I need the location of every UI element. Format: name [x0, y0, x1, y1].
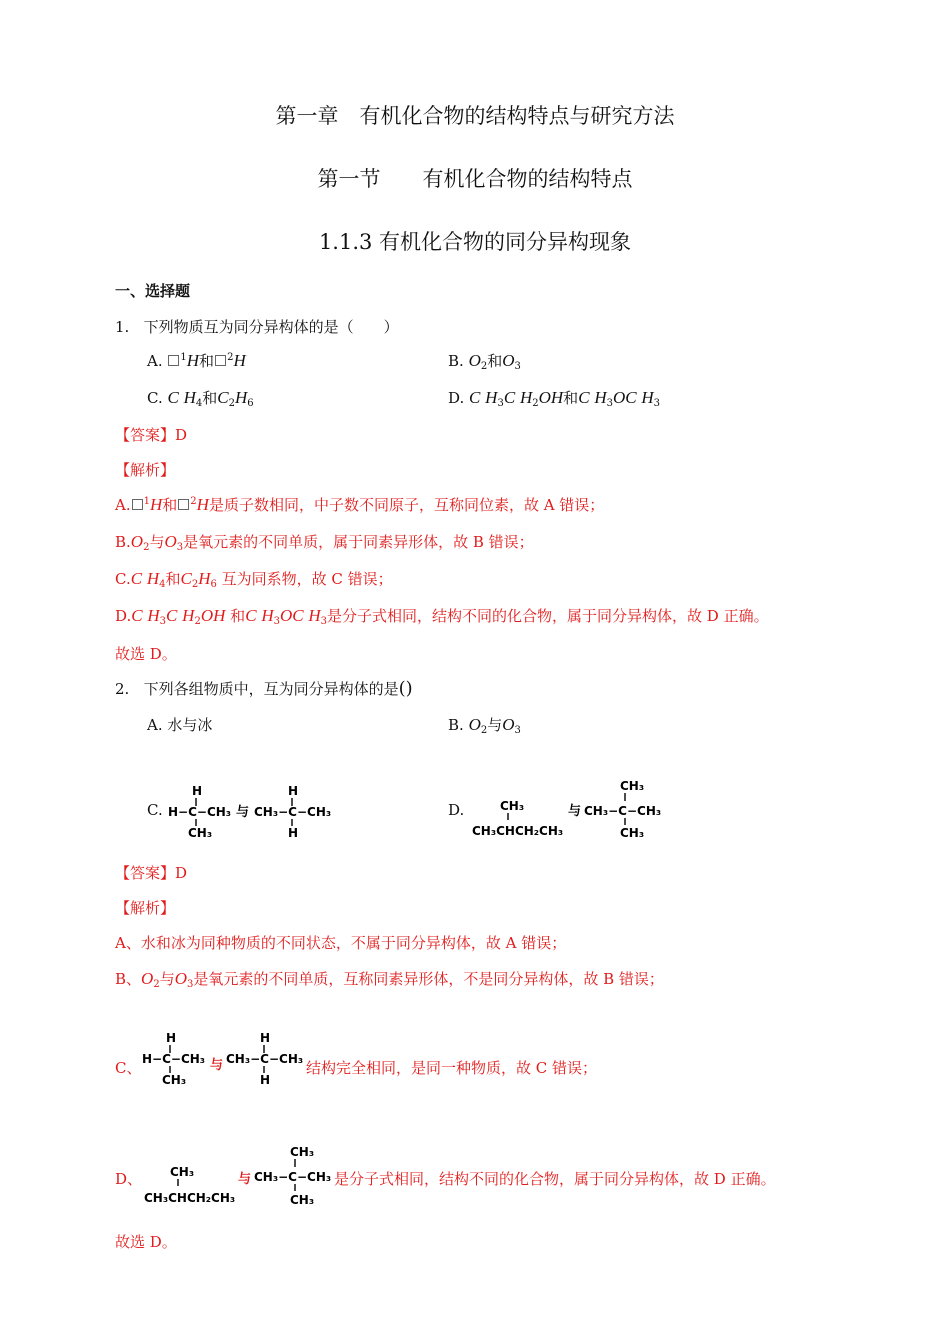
yu-text: 与: [568, 804, 582, 819]
struct-h-top: H: [192, 784, 203, 798]
q2-option-d-structures: [470, 775, 670, 843]
q2-conclusion: 故选 D。: [115, 1233, 177, 1251]
q2-option-c-structures: [166, 778, 341, 842]
q1-stem: 1. 下列物质互为同分异构体的是（ ）: [115, 318, 399, 336]
q2-option-b: B. $O_2$与$O_3$: [448, 715, 521, 736]
q1-exp-b: $B.O_2$与$O_3$是氧元素的不同单质，属于同素异形体，故 B 错误；: [115, 532, 534, 553]
q1-answer: 【答案】D: [115, 426, 188, 444]
struct-neopentane: CH₃−C−CH₃: [254, 1170, 332, 1184]
section-title: 第一节 有机化合物的结构特点: [317, 167, 633, 191]
struct-ch3-top: CH₃: [290, 1145, 315, 1159]
q2-exp-a: A、水和冰为同种物质的不同状态，不属于同分异构体，故 A 错误；: [115, 934, 567, 952]
q2-exp-c-text: 结构完全相同，是同一种物质，故 C 错误；: [306, 1059, 598, 1077]
struct-neopentane: CH₃−C−CH₃: [584, 804, 662, 818]
q1-analysis-tag: 【解析】: [115, 461, 176, 479]
part-heading: 一、选择题: [115, 282, 191, 300]
struct-h-top-2: H: [260, 1031, 271, 1045]
struct-chain-2: CH₃−C−CH₃: [226, 1052, 304, 1066]
struct-chain-1: H−C−CH₃: [142, 1052, 206, 1066]
struct-ch3-branch: CH₃: [170, 1165, 195, 1179]
q1-option-a: A. $^1$H和 $^2$H: [147, 351, 246, 370]
q2-exp-d-structures: [142, 1140, 337, 1210]
struct-h-top-2: H: [288, 784, 299, 798]
struct-isobutane: CH₃CHCH₂CH₃: [144, 1191, 236, 1205]
q2-exp-d-text: 是分子式相同，结构不同的化合物，属于同分异构体，故 D 正确。: [334, 1170, 776, 1188]
q1-exp-d: D.C $H_3C$ $H_2OH$ 和C $H_3OC$ $H_3$是分子式相同，结构不同的化合物，属于同分异构体，故 D 正确。: [115, 606, 769, 627]
yu-text: 与: [238, 1172, 252, 1187]
struct-ch3-bottom: CH₃: [162, 1073, 187, 1087]
struct-ch3-top: CH₃: [620, 779, 645, 793]
q1-option-b: B. $O_2$和$O_3$: [448, 351, 521, 372]
struct-ch3-bottom: CH₃: [188, 826, 213, 840]
yu-text: 与: [236, 805, 250, 820]
lesson-title: 1.1.3 有机化合物的同分异构现象: [318, 230, 632, 254]
struct-h-top: H: [166, 1031, 177, 1045]
placeholder-box-icon: [132, 499, 143, 510]
q2-option-c-label: C.: [147, 801, 163, 819]
struct-chain-1: H−C−CH₃: [168, 805, 232, 819]
q2-exp-c-structures: [140, 1027, 310, 1091]
struct-ch3-bottom-d: CH₃: [620, 826, 645, 840]
placeholder-box-icon: [178, 499, 189, 510]
q2-exp-b: B、$O_2$与$O_3$是氧元素的不同单质，互称同素异形体，不是同分异构体，故 B 错误；: [115, 969, 664, 990]
placeholder-box-icon: [168, 355, 179, 366]
q2-exp-d-prefix: D、: [115, 1170, 143, 1188]
struct-isobutane: CH₃CHCH₂CH₃: [472, 824, 564, 838]
q2-option-d-label: D.: [448, 801, 465, 819]
q1-option-c: C. C $H_4$和$C_2H_6$: [147, 388, 254, 409]
struct-ch3-bottom-d: CH₃: [290, 1193, 315, 1207]
struct-chain-2: CH₃−C−CH₃: [254, 805, 332, 819]
q2-answer: 【答案】D: [115, 864, 188, 882]
q1-option-d: D. C $H_3C$ $H_2OH$和C $H_3OC$ $H_3$: [448, 388, 661, 409]
struct-h-bottom-2: H: [288, 826, 299, 840]
placeholder-box-icon: [215, 355, 226, 366]
yu-text: 与: [210, 1058, 224, 1073]
struct-ch3-branch: CH₃: [500, 799, 525, 813]
q2-analysis-tag: 【解析】: [115, 899, 176, 917]
q2-option-a: A. 水与冰: [147, 716, 213, 734]
struct-h-bottom-2: H: [260, 1073, 271, 1087]
q2-stem: 2. 下列各组物质中，互为同分异构体的是(): [115, 678, 413, 699]
q1-exp-c: C.C $H_4$和$C_2H_6$ 互为同系物，故 C 错误；: [115, 569, 393, 590]
chapter-title: 第一章 有机化合物的结构特点与研究方法: [275, 104, 675, 128]
q2-exp-c-prefix: C、: [115, 1059, 142, 1077]
q1-exp-a: A. $^1$H和 $^2$H是质子数相同，中子数不同原子，互称同位素，故 A 错误；: [115, 495, 605, 514]
q1-conclusion: 故选 D。: [115, 645, 177, 663]
